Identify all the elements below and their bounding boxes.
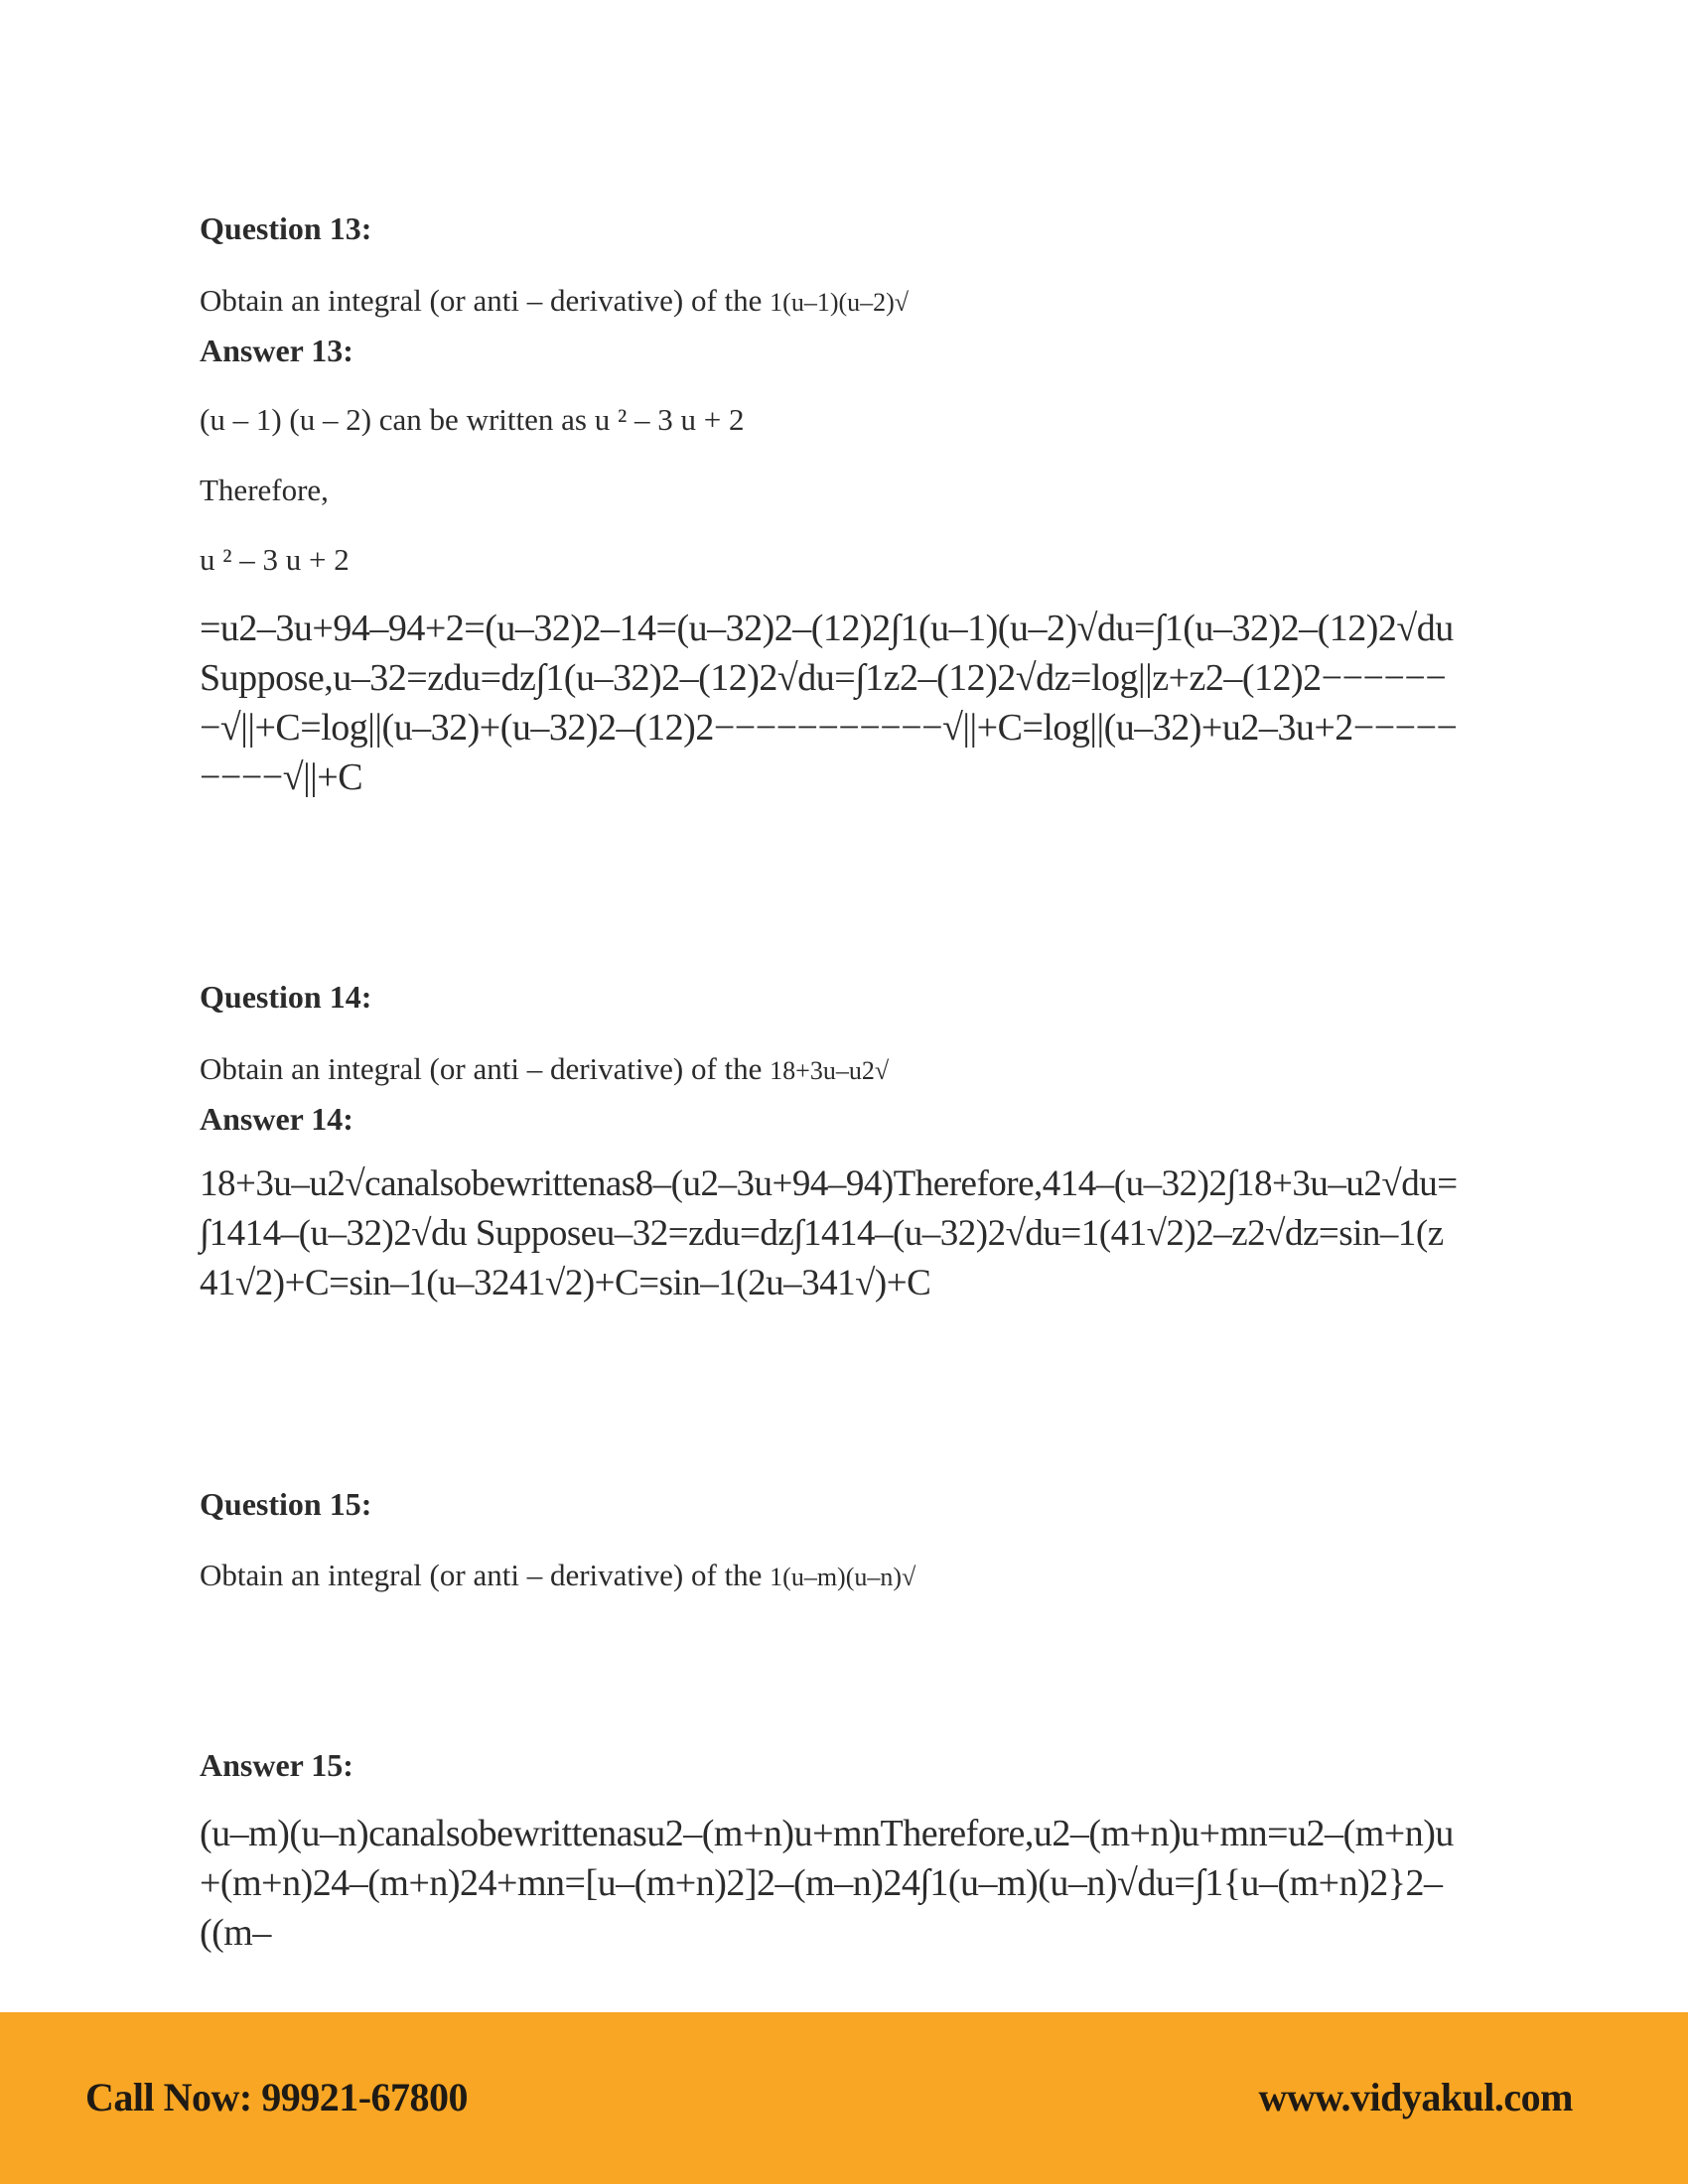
question-15-title: Question 15: [200,1486,372,1522]
question-15-prompt [200,1556,1490,1597]
answer-15-title: Answer 15: [200,1747,353,1783]
answer-14-title: Answer 14: [200,1101,353,1137]
website-link[interactable]: www.vidyakul.com [1258,2075,1573,2119]
question-13-prompt-expression: 1(u–1)(u–2)√ [770,288,910,317]
answer-14-working: 18+3u–u2√canalsobewrittenas8–(u2–3u+94–94)Therefore,414–(u–32)2∫18+3u–u2√du=∫1414–(u–32)2√du Supposeu–32=zdu=dz∫1414–(u–32)2√du=1(41√2)2–z2√dz=sin–1(z41√2)+C=sin–1(u–3241√2)+C=sin–1(2u–341√)+C [200,1163,1458,1303]
answer-13-working: =u2–3u+94–94+2=(u–32)2–14=(u–32)2–(12)2∫1(u–1)(u–2)√du=∫1(u–32)2–(12)2√duSuppose,u–32=zdu=dz∫1(u–32)2–(12)2√du=∫1z2–(12)2√dz=log||z+z2–(12)2−−−−−−−√||+C=log||(u–32)+(u–32)2–(12)2−−−−−−−−−−−√||+C=log||(u–32)+u2–3u+2−−−−−−−−−√||+C [200,608,1458,798]
question-15-prompt-text: Obtain an integral (or anti – derivative) of the [200,1558,763,1592]
answer-13-line-2: Therefore, [200,473,329,507]
question-14-prompt-expression: 18+3u–u2√ [770,1056,890,1085]
call-now-phone[interactable]: Call Now: 99921-67800 [85,2075,469,2119]
answer-13-title: Answer 13: [200,333,353,368]
question-14-prompt-text: Obtain an integral (or anti – derivative) of the [200,1051,763,1086]
question-14-title: Question 14: [200,979,372,1015]
question-15-prompt-expression: 1(u–m)(u–n)√ [770,1563,916,1591]
answer-15-working: (u–m)(u–n)canalsobewrittenasu2–(m+n)u+mnTherefore,u2–(m+n)u+mn=u2–(m+n)u+(m+n)24–(m+n)24+mn=[u–(m+n)2]2–(m–n)24∫1(u–m)(u–n)√du=∫1{u–(m+n)2}2–((m– [200,1813,1454,1954]
question-13-prompt [200,281,1490,323]
footer-banner [0,2012,1688,2184]
question-13-prompt-text: Obtain an integral (or anti – derivative) of the [200,283,763,318]
answer-13-line-3: u ² – 3 u + 2 [200,542,350,577]
question-14-prompt [200,1049,1490,1091]
question-13-title: Question 13: [200,210,372,246]
answer-13-line-1: (u – 1) (u – 2) can be written as u ² – 3 u + 2 [200,402,745,437]
